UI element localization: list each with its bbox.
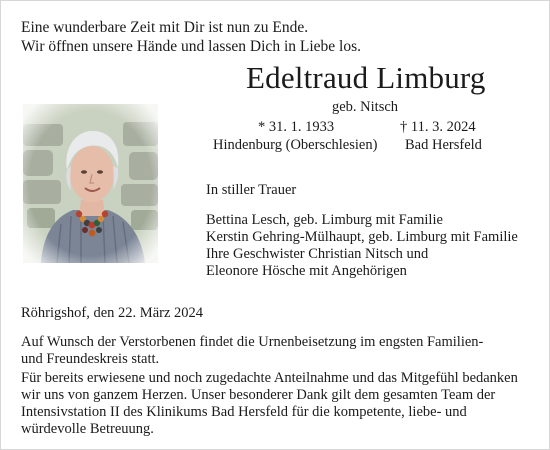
mourner-line: Kerstin Gehring-Mülhaupt, geb. Limburg mit Familie [206, 229, 518, 245]
maiden-name: geb. Nitsch [332, 99, 399, 115]
paragraph-line: und Freundeskreis statt. [21, 351, 160, 367]
mourner-line: Ihre Geschwister Christian Nitsch und [206, 246, 429, 262]
birth-date: * 31. 1. 1933 [258, 119, 335, 135]
mourners-list [206, 212, 518, 280]
paragraph-line: wir uns von ganzem Herzen. Unser besonderer Dank gilt dem gesamten Team der [21, 387, 496, 403]
burial-notice [21, 334, 529, 368]
mourning-label: In stiller Trauer [206, 182, 297, 198]
portrait-illustration [23, 104, 158, 263]
intro-verse [21, 18, 361, 56]
paragraph-line: Für bereits erwiesene und noch zugedachte Anteilnahme und das Mitgefühl bedanken [21, 370, 518, 386]
death-date: † 11. 3. 2024 [400, 119, 476, 135]
paragraph-line: Auf Wunsch der Verstorbenen findet die Urnenbeisetzung im engsten Familien- [21, 334, 484, 350]
place-and-date: Röhrigshof, den 22. März 2024 [21, 305, 204, 321]
mourner-line: Bettina Lesch, geb. Limburg mit Familie [206, 212, 443, 228]
portrait-photo [23, 104, 158, 263]
intro-line: Eine wunderbare Zeit mit Dir ist nun zu Ende. [21, 19, 309, 36]
paragraph-line: würdevolle Betreuung. [21, 421, 154, 437]
thanks-paragraph [21, 370, 529, 438]
paragraph-line: Intensivstation II des Klinikums Bad Hersfeld für die kompetente, liebe- und [21, 404, 467, 420]
birthplace: Hindenburg (Oberschlesien) [213, 137, 378, 153]
place-of-death: Bad Hersfeld [405, 137, 482, 153]
deceased-name: Edeltraud Limburg [246, 60, 486, 95]
mourner-line: Eleonore Hösche mit Angehörigen [206, 263, 407, 279]
intro-line: Wir öffnen unsere Hände und lassen Dich in Liebe los. [21, 38, 361, 55]
